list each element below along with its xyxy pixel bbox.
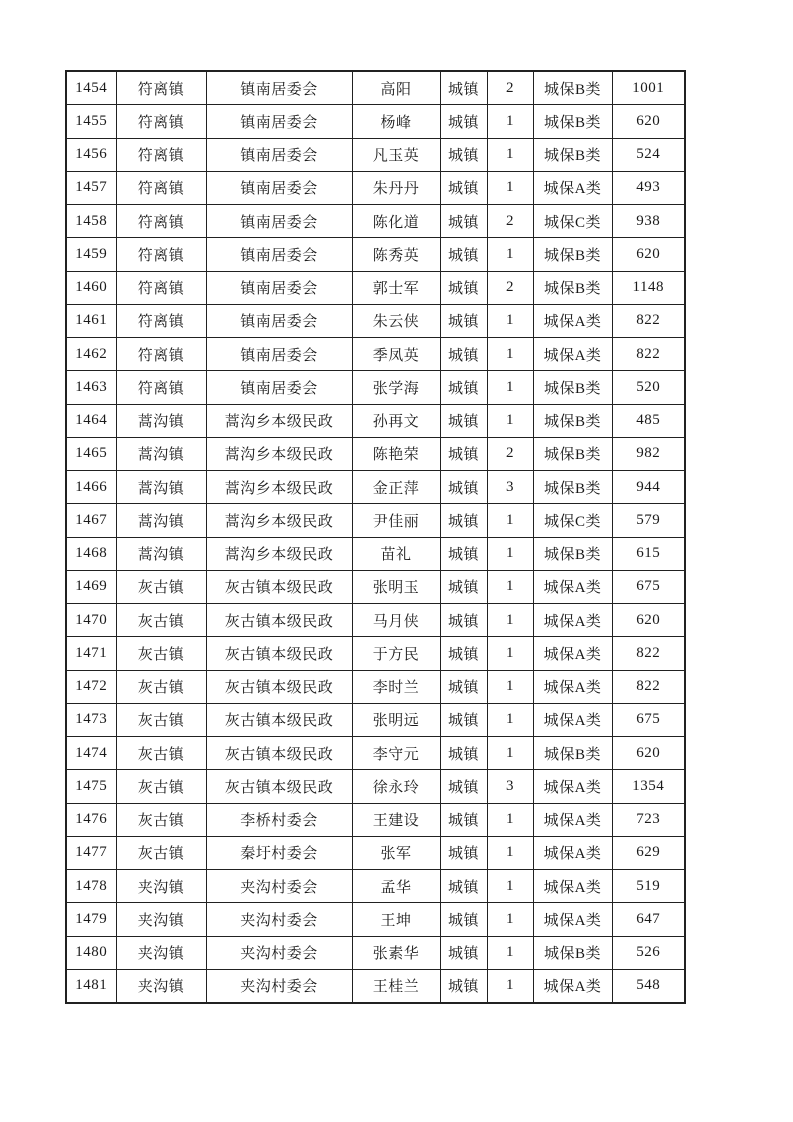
unit-cell: 镇南居委会 [206, 304, 352, 337]
amount-cell: 629 [612, 836, 685, 869]
category-cell: 城保A类 [533, 171, 612, 204]
category-cell: 城保A类 [533, 870, 612, 903]
row-number-cell: 1470 [66, 604, 116, 637]
town-cell: 符离镇 [116, 371, 206, 404]
category-cell: 城保B类 [533, 737, 612, 770]
table-row [66, 936, 685, 969]
amount-cell: 615 [612, 537, 685, 570]
town-cell: 蒿沟镇 [116, 537, 206, 570]
row-number-cell: 1477 [66, 836, 116, 869]
town-cell: 蒿沟镇 [116, 471, 206, 504]
person-count-cell: 2 [487, 205, 533, 238]
area-type-cell: 城镇 [440, 238, 487, 271]
amount-cell: 647 [612, 903, 685, 936]
table-row [66, 836, 685, 869]
amount-cell: 519 [612, 870, 685, 903]
person-name-cell: 金正萍 [352, 471, 440, 504]
town-cell: 灰古镇 [116, 703, 206, 736]
unit-cell: 镇南居委会 [206, 238, 352, 271]
town-cell: 符离镇 [116, 105, 206, 138]
person-count-cell: 1 [487, 238, 533, 271]
town-cell: 蒿沟镇 [116, 504, 206, 537]
category-cell: 城保C类 [533, 504, 612, 537]
person-name-cell: 朱云侠 [352, 304, 440, 337]
area-type-cell: 城镇 [440, 371, 487, 404]
area-type-cell: 城镇 [440, 604, 487, 637]
person-name-cell: 于方民 [352, 637, 440, 670]
table-row [66, 404, 685, 437]
category-cell: 城保B类 [533, 537, 612, 570]
category-cell: 城保B类 [533, 437, 612, 470]
row-number-cell: 1476 [66, 803, 116, 836]
unit-cell: 蒿沟乡本级民政 [206, 504, 352, 537]
table-row [66, 803, 685, 836]
person-name-cell: 徐永玲 [352, 770, 440, 803]
town-cell: 蒿沟镇 [116, 437, 206, 470]
row-number-cell: 1473 [66, 703, 116, 736]
document-page [65, 70, 686, 1004]
row-number-cell: 1457 [66, 171, 116, 204]
table-row [66, 171, 685, 204]
person-name-cell: 郭士军 [352, 271, 440, 304]
amount-cell: 620 [612, 238, 685, 271]
unit-cell: 镇南居委会 [206, 171, 352, 204]
unit-cell: 灰古镇本级民政 [206, 604, 352, 637]
person-name-cell: 高阳 [352, 71, 440, 105]
amount-cell: 822 [612, 304, 685, 337]
category-cell: 城保B类 [533, 238, 612, 271]
area-type-cell: 城镇 [440, 870, 487, 903]
table-body [66, 71, 685, 1003]
unit-cell: 灰古镇本级民政 [206, 570, 352, 603]
row-number-cell: 1460 [66, 271, 116, 304]
town-cell: 符离镇 [116, 171, 206, 204]
unit-cell: 灰古镇本级民政 [206, 770, 352, 803]
unit-cell: 镇南居委会 [206, 371, 352, 404]
unit-cell: 蒿沟乡本级民政 [206, 471, 352, 504]
unit-cell: 镇南居委会 [206, 338, 352, 371]
unit-cell: 李桥村委会 [206, 803, 352, 836]
table-row [66, 903, 685, 936]
town-cell: 灰古镇 [116, 836, 206, 869]
area-type-cell: 城镇 [440, 537, 487, 570]
person-count-cell: 1 [487, 504, 533, 537]
town-cell: 灰古镇 [116, 737, 206, 770]
table-row [66, 969, 685, 1003]
town-cell: 灰古镇 [116, 670, 206, 703]
person-count-cell: 1 [487, 604, 533, 637]
unit-cell: 镇南居委会 [206, 271, 352, 304]
row-number-cell: 1480 [66, 936, 116, 969]
table-row [66, 205, 685, 238]
amount-cell: 485 [612, 404, 685, 437]
town-cell: 夹沟镇 [116, 870, 206, 903]
person-count-cell: 1 [487, 338, 533, 371]
area-type-cell: 城镇 [440, 271, 487, 304]
person-count-cell: 1 [487, 105, 533, 138]
unit-cell: 灰古镇本级民政 [206, 737, 352, 770]
amount-cell: 944 [612, 471, 685, 504]
amount-cell: 723 [612, 803, 685, 836]
unit-cell: 镇南居委会 [206, 71, 352, 105]
row-number-cell: 1481 [66, 969, 116, 1003]
person-name-cell: 张军 [352, 836, 440, 869]
table-row [66, 670, 685, 703]
table-row [66, 238, 685, 271]
category-cell: 城保A类 [533, 338, 612, 371]
person-count-cell: 2 [487, 437, 533, 470]
person-name-cell: 陈艳荣 [352, 437, 440, 470]
row-number-cell: 1463 [66, 371, 116, 404]
table-row [66, 637, 685, 670]
amount-cell: 548 [612, 969, 685, 1003]
area-type-cell: 城镇 [440, 703, 487, 736]
area-type-cell: 城镇 [440, 803, 487, 836]
amount-cell: 938 [612, 205, 685, 238]
unit-cell: 镇南居委会 [206, 205, 352, 238]
category-cell: 城保A类 [533, 903, 612, 936]
area-type-cell: 城镇 [440, 637, 487, 670]
person-name-cell: 王建设 [352, 803, 440, 836]
category-cell: 城保A类 [533, 670, 612, 703]
category-cell: 城保B类 [533, 271, 612, 304]
unit-cell: 蒿沟乡本级民政 [206, 537, 352, 570]
unit-cell: 蒿沟乡本级民政 [206, 404, 352, 437]
person-name-cell: 孟华 [352, 870, 440, 903]
table-row [66, 504, 685, 537]
town-cell: 符离镇 [116, 238, 206, 271]
town-cell: 夹沟镇 [116, 969, 206, 1003]
town-cell: 灰古镇 [116, 637, 206, 670]
person-name-cell: 张明玉 [352, 570, 440, 603]
unit-cell: 夹沟村委会 [206, 969, 352, 1003]
amount-cell: 620 [612, 604, 685, 637]
area-type-cell: 城镇 [440, 903, 487, 936]
person-count-cell: 1 [487, 570, 533, 603]
table-row [66, 437, 685, 470]
amount-cell: 620 [612, 105, 685, 138]
person-name-cell: 尹佳丽 [352, 504, 440, 537]
category-cell: 城保A类 [533, 604, 612, 637]
table-row [66, 71, 685, 105]
row-number-cell: 1469 [66, 570, 116, 603]
row-number-cell: 1456 [66, 138, 116, 171]
person-count-cell: 1 [487, 304, 533, 337]
table-row [66, 870, 685, 903]
person-count-cell: 1 [487, 903, 533, 936]
unit-cell: 夹沟村委会 [206, 870, 352, 903]
row-number-cell: 1472 [66, 670, 116, 703]
area-type-cell: 城镇 [440, 770, 487, 803]
area-type-cell: 城镇 [440, 936, 487, 969]
area-type-cell: 城镇 [440, 304, 487, 337]
row-number-cell: 1466 [66, 471, 116, 504]
category-cell: 城保B类 [533, 371, 612, 404]
town-cell: 灰古镇 [116, 770, 206, 803]
row-number-cell: 1455 [66, 105, 116, 138]
person-count-cell: 1 [487, 171, 533, 204]
table-row [66, 770, 685, 803]
table-row [66, 105, 685, 138]
amount-cell: 675 [612, 703, 685, 736]
area-type-cell: 城镇 [440, 737, 487, 770]
area-type-cell: 城镇 [440, 836, 487, 869]
person-count-cell: 1 [487, 737, 533, 770]
amount-cell: 526 [612, 936, 685, 969]
person-name-cell: 陈化道 [352, 205, 440, 238]
category-cell: 城保B类 [533, 105, 612, 138]
amount-cell: 1354 [612, 770, 685, 803]
person-name-cell: 凡玉英 [352, 138, 440, 171]
row-number-cell: 1474 [66, 737, 116, 770]
person-name-cell: 王坤 [352, 903, 440, 936]
unit-cell: 灰古镇本级民政 [206, 703, 352, 736]
person-count-cell: 1 [487, 870, 533, 903]
person-name-cell: 王桂兰 [352, 969, 440, 1003]
row-number-cell: 1467 [66, 504, 116, 537]
area-type-cell: 城镇 [440, 504, 487, 537]
person-count-cell: 1 [487, 836, 533, 869]
area-type-cell: 城镇 [440, 670, 487, 703]
person-name-cell: 季凤英 [352, 338, 440, 371]
person-name-cell: 孙再文 [352, 404, 440, 437]
unit-cell: 夹沟村委会 [206, 936, 352, 969]
table-row [66, 604, 685, 637]
table-row [66, 371, 685, 404]
town-cell: 夹沟镇 [116, 936, 206, 969]
unit-cell: 秦圩村委会 [206, 836, 352, 869]
area-type-cell: 城镇 [440, 105, 487, 138]
town-cell: 夹沟镇 [116, 903, 206, 936]
person-count-cell: 1 [487, 537, 533, 570]
unit-cell: 镇南居委会 [206, 138, 352, 171]
category-cell: 城保A类 [533, 836, 612, 869]
area-type-cell: 城镇 [440, 969, 487, 1003]
person-count-cell: 1 [487, 969, 533, 1003]
person-count-cell: 1 [487, 670, 533, 703]
person-name-cell: 张学海 [352, 371, 440, 404]
row-number-cell: 1462 [66, 338, 116, 371]
table-row [66, 570, 685, 603]
row-number-cell: 1461 [66, 304, 116, 337]
amount-cell: 493 [612, 171, 685, 204]
person-count-cell: 2 [487, 71, 533, 105]
amount-cell: 675 [612, 570, 685, 603]
area-type-cell: 城镇 [440, 338, 487, 371]
person-name-cell: 张素华 [352, 936, 440, 969]
table-row [66, 471, 685, 504]
row-number-cell: 1478 [66, 870, 116, 903]
row-number-cell: 1465 [66, 437, 116, 470]
person-name-cell: 马月侠 [352, 604, 440, 637]
row-number-cell: 1475 [66, 770, 116, 803]
amount-cell: 822 [612, 670, 685, 703]
category-cell: 城保A类 [533, 304, 612, 337]
category-cell: 城保A类 [533, 637, 612, 670]
person-count-cell: 2 [487, 271, 533, 304]
town-cell: 符离镇 [116, 205, 206, 238]
amount-cell: 579 [612, 504, 685, 537]
category-cell: 城保C类 [533, 205, 612, 238]
unit-cell: 镇南居委会 [206, 105, 352, 138]
row-number-cell: 1468 [66, 537, 116, 570]
person-count-cell: 1 [487, 404, 533, 437]
area-type-cell: 城镇 [440, 404, 487, 437]
amount-cell: 524 [612, 138, 685, 171]
person-name-cell: 张明远 [352, 703, 440, 736]
town-cell: 灰古镇 [116, 570, 206, 603]
person-name-cell: 陈秀英 [352, 238, 440, 271]
row-number-cell: 1471 [66, 637, 116, 670]
table-row [66, 304, 685, 337]
benefits-table [65, 70, 686, 1004]
category-cell: 城保B类 [533, 71, 612, 105]
amount-cell: 982 [612, 437, 685, 470]
unit-cell: 蒿沟乡本级民政 [206, 437, 352, 470]
person-count-cell: 1 [487, 803, 533, 836]
area-type-cell: 城镇 [440, 71, 487, 105]
amount-cell: 620 [612, 737, 685, 770]
category-cell: 城保B类 [533, 404, 612, 437]
row-number-cell: 1479 [66, 903, 116, 936]
person-count-cell: 1 [487, 371, 533, 404]
unit-cell: 灰古镇本级民政 [206, 637, 352, 670]
category-cell: 城保B类 [533, 138, 612, 171]
row-number-cell: 1458 [66, 205, 116, 238]
person-name-cell: 朱丹丹 [352, 171, 440, 204]
category-cell: 城保A类 [533, 803, 612, 836]
person-name-cell: 李守元 [352, 737, 440, 770]
row-number-cell: 1459 [66, 238, 116, 271]
row-number-cell: 1454 [66, 71, 116, 105]
person-count-cell: 1 [487, 138, 533, 171]
table-row [66, 537, 685, 570]
table-row [66, 338, 685, 371]
area-type-cell: 城镇 [440, 437, 487, 470]
area-type-cell: 城镇 [440, 471, 487, 504]
town-cell: 符离镇 [116, 338, 206, 371]
person-count-cell: 1 [487, 637, 533, 670]
category-cell: 城保A类 [533, 570, 612, 603]
category-cell: 城保B类 [533, 936, 612, 969]
amount-cell: 1001 [612, 71, 685, 105]
town-cell: 符离镇 [116, 304, 206, 337]
table-row [66, 703, 685, 736]
person-name-cell: 苗礼 [352, 537, 440, 570]
table-row [66, 138, 685, 171]
person-name-cell: 杨峰 [352, 105, 440, 138]
amount-cell: 822 [612, 338, 685, 371]
person-count-cell: 3 [487, 770, 533, 803]
table-row [66, 271, 685, 304]
amount-cell: 822 [612, 637, 685, 670]
person-name-cell: 李时兰 [352, 670, 440, 703]
person-count-cell: 1 [487, 936, 533, 969]
area-type-cell: 城镇 [440, 570, 487, 603]
table-row [66, 737, 685, 770]
area-type-cell: 城镇 [440, 138, 487, 171]
town-cell: 符离镇 [116, 271, 206, 304]
amount-cell: 1148 [612, 271, 685, 304]
unit-cell: 灰古镇本级民政 [206, 670, 352, 703]
amount-cell: 520 [612, 371, 685, 404]
town-cell: 符离镇 [116, 71, 206, 105]
row-number-cell: 1464 [66, 404, 116, 437]
category-cell: 城保A类 [533, 969, 612, 1003]
category-cell: 城保A类 [533, 770, 612, 803]
person-count-cell: 1 [487, 703, 533, 736]
town-cell: 灰古镇 [116, 803, 206, 836]
unit-cell: 夹沟村委会 [206, 903, 352, 936]
town-cell: 蒿沟镇 [116, 404, 206, 437]
area-type-cell: 城镇 [440, 171, 487, 204]
town-cell: 灰古镇 [116, 604, 206, 637]
person-count-cell: 3 [487, 471, 533, 504]
category-cell: 城保B类 [533, 471, 612, 504]
area-type-cell: 城镇 [440, 205, 487, 238]
town-cell: 符离镇 [116, 138, 206, 171]
category-cell: 城保A类 [533, 703, 612, 736]
